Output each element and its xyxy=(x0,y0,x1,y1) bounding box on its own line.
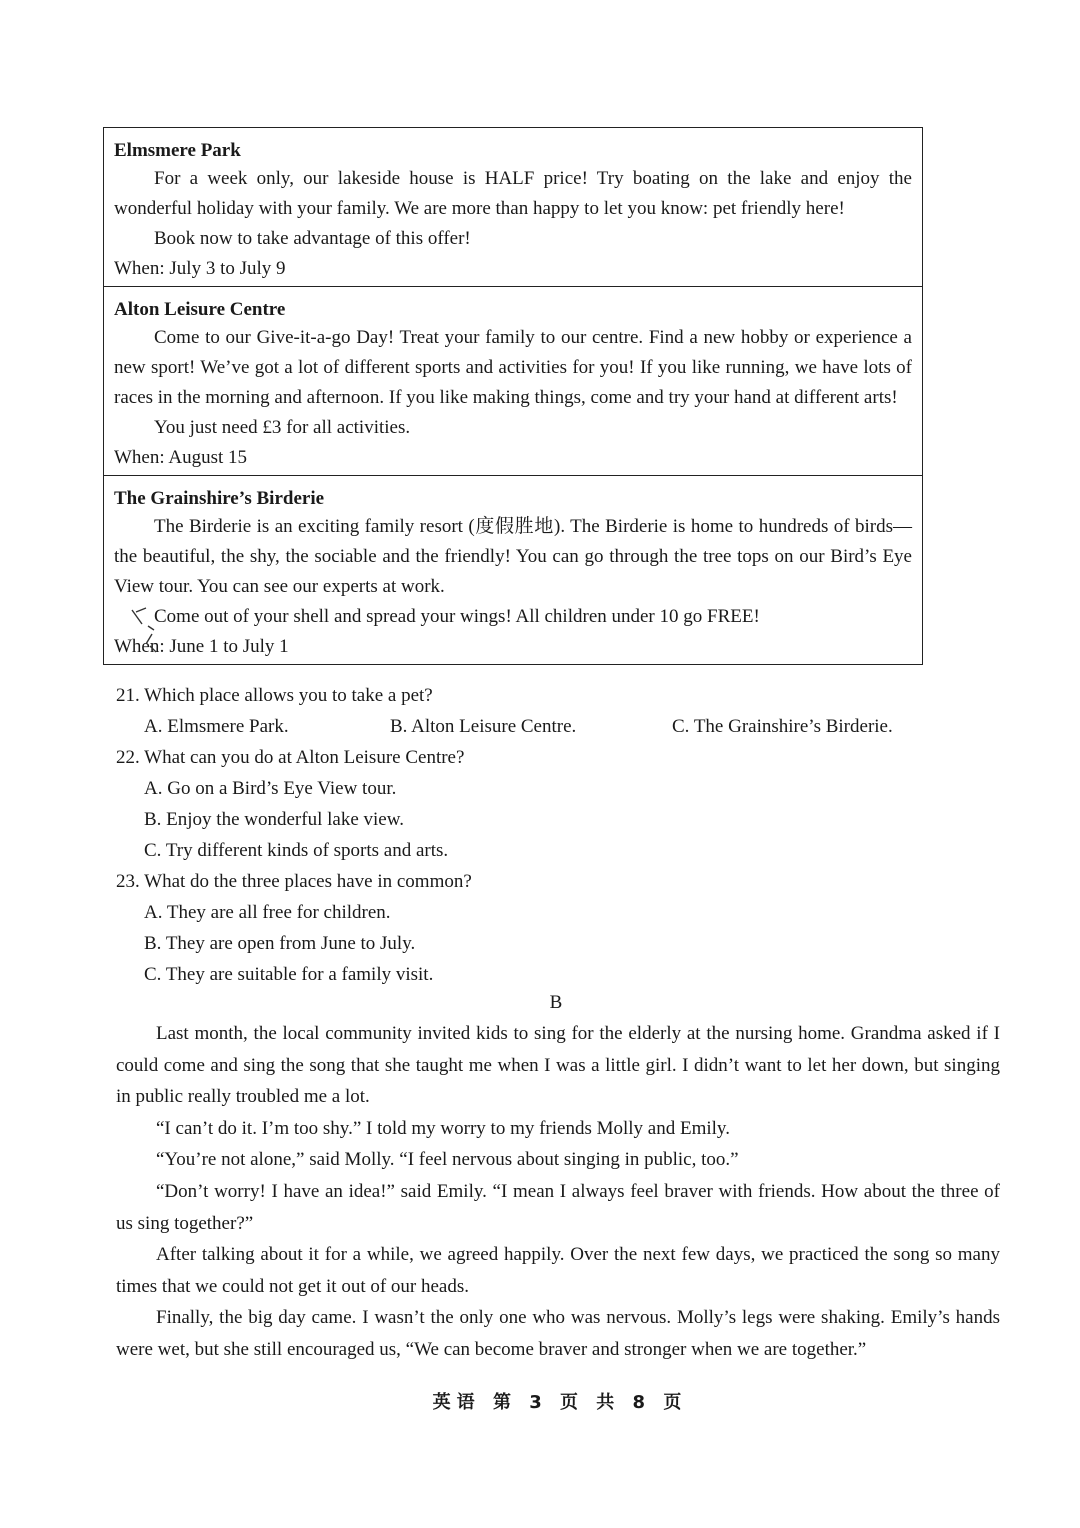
pen-scribble-icon xyxy=(128,604,168,664)
option-a: A. Go on a Bird’s Eye View tour. xyxy=(144,778,397,799)
ad-title: Alton Leisure Centre xyxy=(114,299,286,320)
option-b: B. Enjoy the wonderful lake view. xyxy=(144,809,404,830)
question-stem: 22. What can you do at Alton Leisure Centre? xyxy=(116,747,465,768)
ad-paragraph: Book now to take advantage of this offer! xyxy=(154,228,471,249)
ad-title: Elmsmere Park xyxy=(114,140,241,161)
option-b: B. Alton Leisure Centre. xyxy=(390,716,577,737)
page-footer: 英语 第 3 页 共 8 页 xyxy=(432,1392,688,1413)
reading-passage xyxy=(116,1018,1000,1366)
question-stem: 21. Which place allows you to take a pet? xyxy=(116,685,433,706)
passage-paragraph: Last month, the local community invited kids to sing for the elderly at the nursing home. Grandma asked if I could come and sing the song that she taught me when I was a little girl. I didn’t want to let her down, but singing in public really troubled me a lot. xyxy=(116,1023,1000,1108)
ad-when: When: June 1 to July 1 xyxy=(114,636,289,657)
question-list xyxy=(116,680,936,990)
ad-grainshire-birderie xyxy=(104,476,922,664)
option-a: A. They are all free for children. xyxy=(144,902,391,923)
section-heading: B xyxy=(549,992,563,1013)
ad-paragraph: Come out of your shell and spread your wings! All children under 10 go FREE! xyxy=(154,606,760,627)
passage-paragraph: Finally, the big day came. I wasn’t the only one who was nervous. Molly’s legs were shaking. Emily’s hands were wet, but she still encouraged us, “We can become braver and stronger when we are together.” xyxy=(116,1307,1000,1360)
ad-paragraph: Come to our Give-it-a-go Day! Treat your family to our centre. Find a new hobby or experience a new sport! We’ve got a lot of different sports and activities for you! If you like running, we have lots of races in the morning and afternoon. If you like making things, come and try your hand at different arts! xyxy=(114,327,912,408)
option-c: C. Try different kinds of sports and arts. xyxy=(144,840,449,861)
option-b: B. They are open from June to July. xyxy=(144,933,416,954)
passage-paragraph: After talking about it for a while, we agreed happily. Over the next few days, we practiced the song so many times that we could not get it out of our heads. xyxy=(116,1244,1000,1297)
option-a: A. Elmsmere Park. xyxy=(144,716,289,737)
ad-paragraph: You just need £3 for all activities. xyxy=(154,417,411,438)
passage-paragraph: “Don’t worry! I have an idea!” said Emily. “I mean I always feel braver with friends. How about the three of us sing together?” xyxy=(116,1180,1000,1234)
question-stem: 23. What do the three places have in common? xyxy=(116,871,472,892)
advertisement-box xyxy=(103,127,923,665)
ad-elmsmere-park xyxy=(104,128,922,287)
passage-paragraph: “I can’t do it. I’m too shy.” I told my worry to my friends Molly and Emily. xyxy=(156,1117,730,1139)
ad-paragraph: The Birderie is an exciting family resort (度假胜地). The Birderie is home to hundreds of birds—the beautiful, the shy, the sociable and the friendly! You can go through the tree tops on our Bird’s Eye View tour. You can see our experts at work. xyxy=(114,516,912,597)
option-c: C. The Grainshire’s Birderie. xyxy=(672,716,893,737)
ad-when: When: August 15 xyxy=(114,447,247,468)
passage-paragraph: “You’re not alone,” said Molly. “I feel nervous about singing in public, too.” xyxy=(156,1149,739,1171)
ad-when: When: July 3 to July 9 xyxy=(114,258,286,279)
option-row xyxy=(116,711,936,742)
ad-alton-leisure-centre xyxy=(104,287,922,476)
ad-title: The Grainshire’s Birderie xyxy=(114,488,325,509)
ad-paragraph: For a week only, our lakeside house is HALF price! Try boating on the lake and enjoy the wonderful holiday with your family. We are more than happy to let you know: pet friendly here! xyxy=(114,168,912,219)
option-c: C. They are suitable for a family visit. xyxy=(144,964,434,985)
